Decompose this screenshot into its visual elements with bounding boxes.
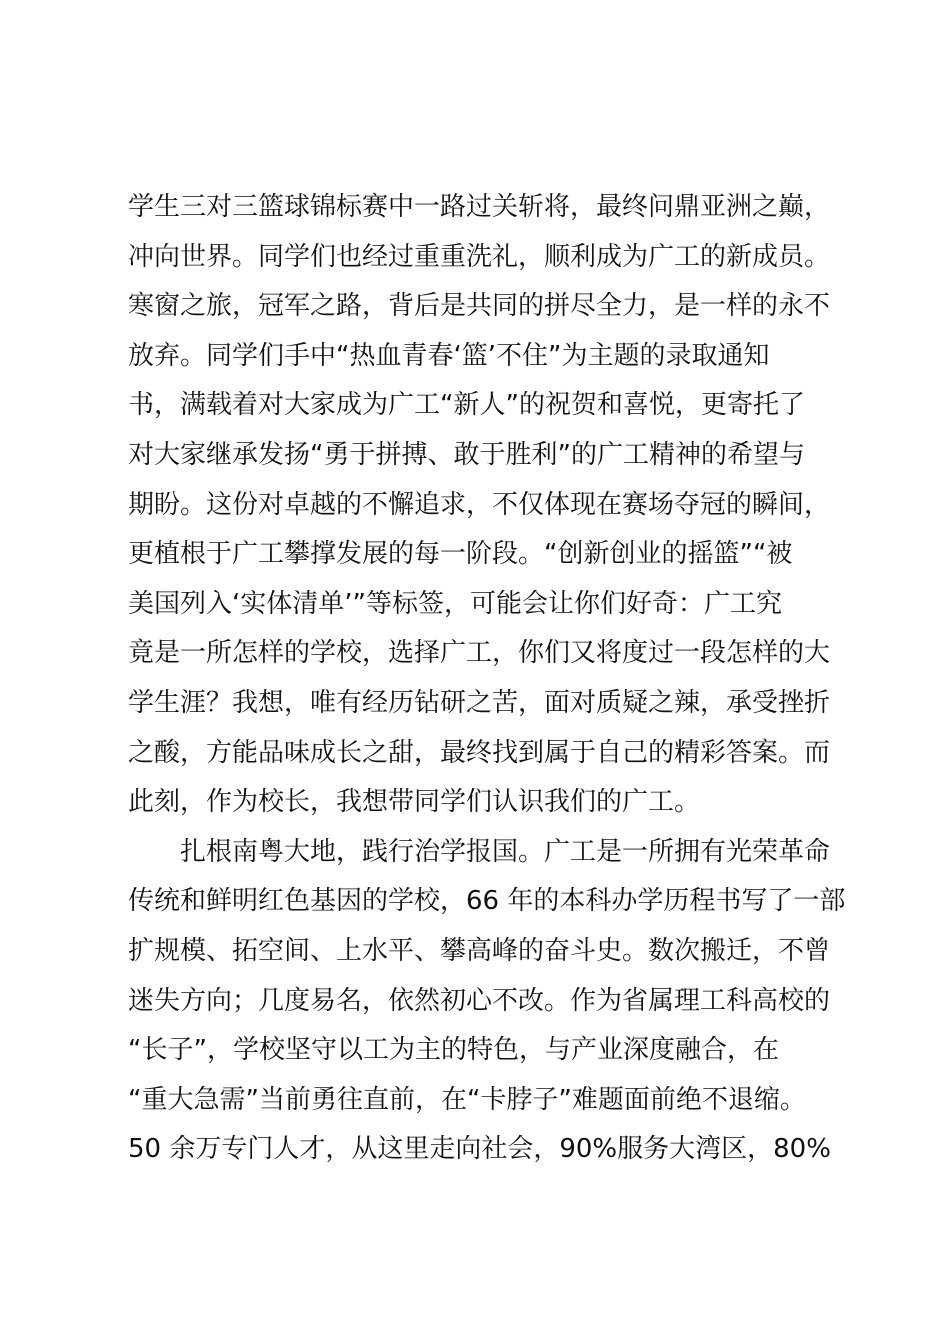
text-line: 50 余万专门人才，从这里走向社会，90%服务大湾区，80%	[128, 1134, 831, 1165]
text-line: 更植根于广工攀撑发展的每一阶段。“创新创业的摇篮”“被	[128, 539, 793, 570]
text-line: 之酸，方能品味成长之甜，最终找到属于自己的精彩答案。而	[128, 737, 831, 768]
text-line: 学生三对三篮球锦标赛中一路过关斩将，最终问鼎亚洲之巅，	[128, 192, 831, 222]
text-line: 学生涯？我想，唯有经历钻研之苦，面对质疑之辣，承受挫折	[128, 687, 831, 718]
text-line: “重大急需”当前勇往直前，在“卡脖子”难题面前绝不退缩。	[128, 1084, 806, 1115]
text-line: 冲向世界。同学们也经过重重洗礼，顺利成为广工的新成员。	[128, 241, 831, 272]
text-line: 迷失方向；几度易名，依然初心不改。作为省属理工科高校的	[128, 985, 831, 1016]
text-line: 放弃。同学们手中“热血青春‘篮’不住”为主题的录取通知	[128, 340, 770, 371]
text-line: 美国列入‘实体清单’”等标签，可能会让你们好奇：广工究	[128, 588, 782, 619]
text-line: 此刻，作为校长，我想带同学们认识我们的广工。	[128, 787, 701, 818]
text-line: 扩规模、拓空间、上水平、攀高峰的奋斗史。数次搬迁，不曾	[128, 935, 831, 966]
text-line: “长子”，学校坚守以工为主的特色，与产业深度融合，在	[128, 1035, 779, 1066]
text-line: 对大家继承发扬“勇于拼搏、敢于胜利”的广工精神的希望与	[128, 439, 805, 470]
text-line: 寒窗之旅，冠军之路，背后是共同的拼尽全力，是一样的永不	[128, 291, 831, 322]
text-line: 期盼。这份对卓越的不懈追求，不仅体现在赛场夺冠的瞬间，	[128, 489, 831, 520]
paragraph-first-line: 扎根南粤大地，践行治学报国。广工是一所拥有光荣革命	[180, 836, 831, 867]
body-text	[128, 183, 846, 1175]
text-line: 竟是一所怎样的学校，选择广工，你们又将度过一段怎样的大	[128, 638, 831, 669]
text-line: 传统和鲜明红色基因的学校，66 年的本科办学历程书写了一部	[128, 886, 846, 917]
text-line: 书，满载着对大家成为广工“新人”的祝贺和喜悦，更寄托了	[128, 390, 805, 421]
